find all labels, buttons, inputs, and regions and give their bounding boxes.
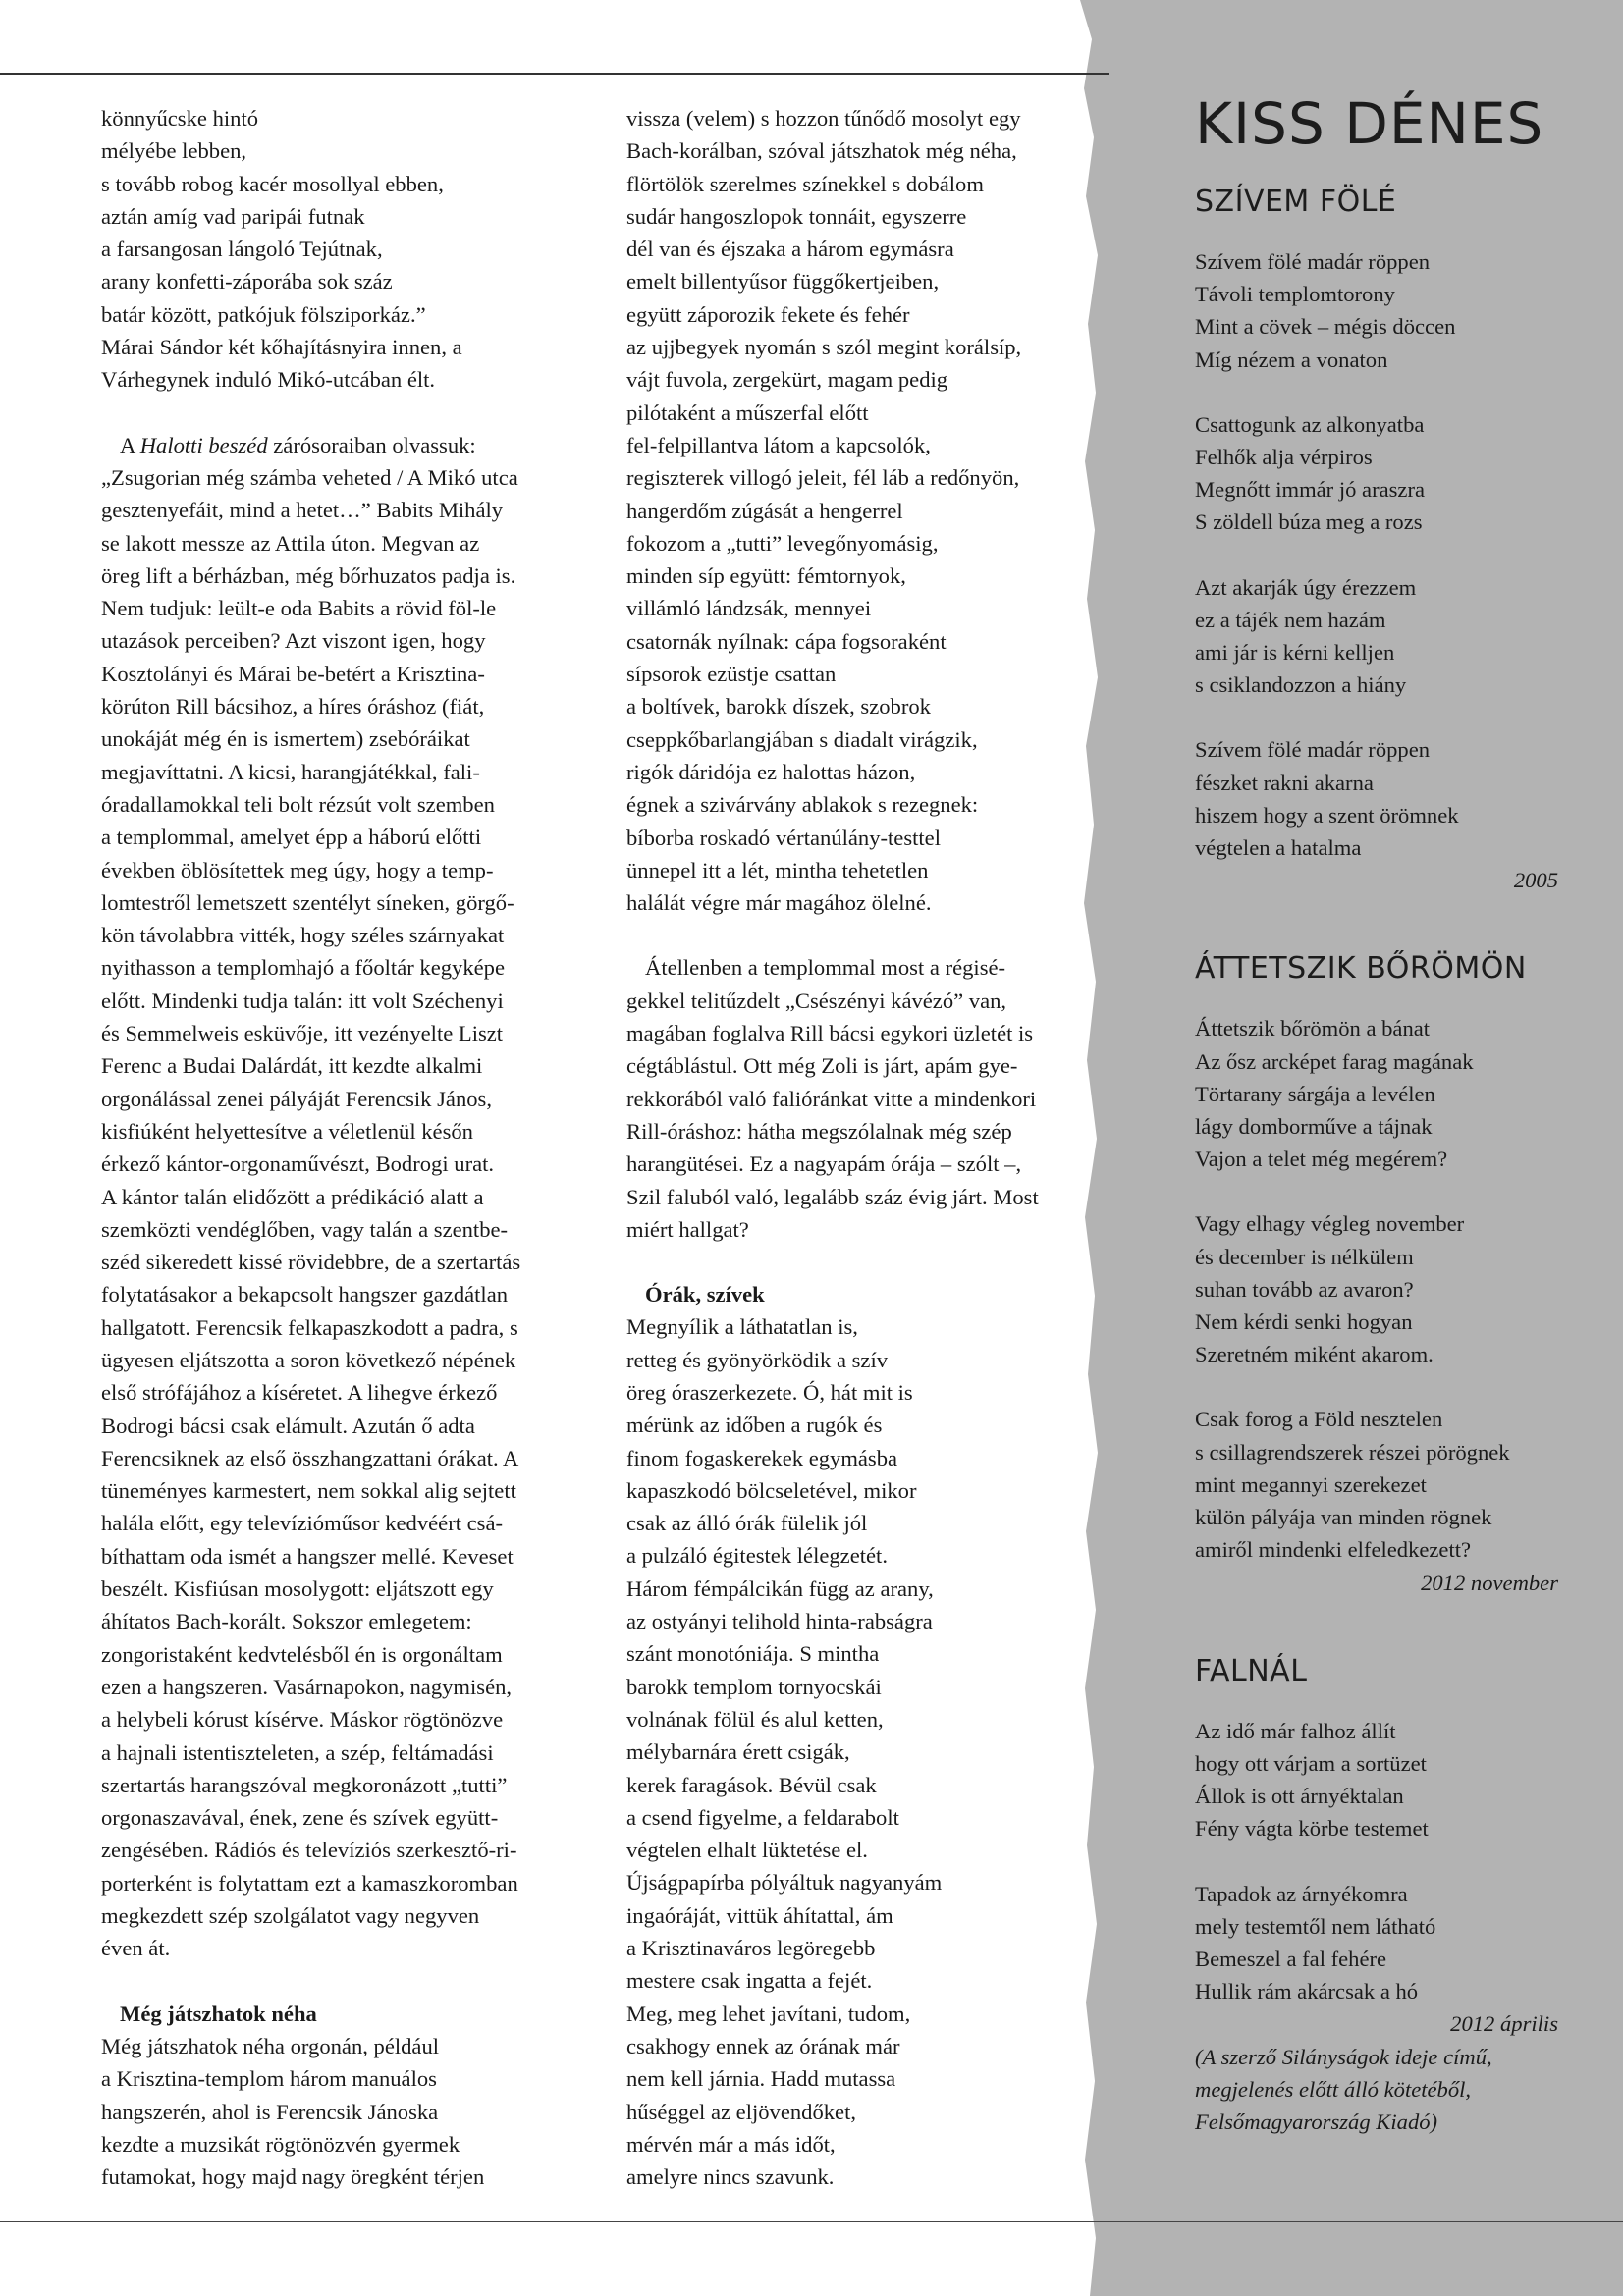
text-line: széd sikeredett kissé rövidebbre, de a szertartás [101,1250,521,1275]
text-line: mestere csak ingatta a fejét. [626,1968,873,1994]
text-line: a helybeli kórust kísérve. Máskor rögtönözve [101,1707,504,1733]
text-line: szánt monotóniája. S mintha [626,1641,880,1667]
poem-line: külön pályája van minden rögnek [1195,1505,1492,1530]
text-line: zongoristaként kedvtelésből én is orgonáltam [101,1641,503,1667]
text-line: „Zsugorian még számba veheted / A Mikó utca [101,464,518,490]
poem-line: Az ősz arcképet farag magának [1195,1048,1474,1074]
text-line: az ujjbegyek nyomán s szól megint korálsíp, [626,335,1022,360]
work-title-italic: Halotti beszéd [139,432,268,457]
poem-date: 2005 [1513,868,1558,893]
poem-line: Szívem fölé madár röppen [1195,249,1431,274]
text-line: Meg, meg lehet javítani, tudom, [626,2001,911,2026]
poems-sidebar [1195,88,1568,2138]
text-line: a Krisztinaváros legöregebb [626,1936,876,1961]
text-line: Bodrogi bácsi csak elámult. Azután ő adta [101,1413,475,1438]
text-line: mérünk az időben a rugók és [626,1413,883,1438]
credit-line: (A szerző Silányságok ideje című, [1195,2044,1492,2069]
text-line: unokáját még én is ismertem) zsebóráikat [101,726,470,752]
text-line: mélybarnára érett csigák, [626,1739,850,1765]
poem-line: suhan tovább az avaron? [1195,1276,1414,1302]
credit-line: megjelenés előtt álló kötetéből, [1195,2076,1472,2102]
text-line: Újságpapírba pólyáltuk nagyanyám [626,1870,943,1896]
text-line: vissza (velem) s hozzon tűnődő mosolyt egy [626,106,1021,131]
poem-line: ami jár is kérni kelljen [1195,640,1395,666]
text-line: orgonálással zenei pályáját Ferencsik János, [101,1086,492,1111]
poem-line: S zöldell búza meg a rozs [1195,509,1423,535]
poem-line: végtelen a hatalma [1195,835,1362,861]
text-line: hűséggel az eljövendőket, [626,2099,857,2124]
text-line: hallgatott. Ferencsik felkapaszkodott a padra, s [101,1314,518,1340]
text-line: batár között, patkójuk fölsziporkáz.” [101,301,426,327]
text-line: cégtáblástul. Ott még Zoli is járt, apám gye- [626,1053,1018,1079]
text-line: arany konfetti-záporába sok száz [101,269,393,294]
text-line: rekkorából való falióránkat vitte a mindenkori [626,1086,1037,1111]
poem-title: SZÍVEM FÖLÉ [1195,185,1397,219]
text-line: se lakott messze az Attila úton. Megvan az [101,530,480,556]
poem-date: 2012 november [1421,1570,1558,1595]
text-line: a Krisztina-templom három manuálos [101,2066,437,2092]
credit-line: Felsőmagyarország Kiadó) [1195,2109,1438,2134]
text-line: sípsorok ezüstje csattan [626,662,837,687]
text-line: s tovább robog kacér mosollyal ebben, [101,171,444,196]
text-line: kapaszkodó bölcseletével, mikor [626,1477,917,1503]
paragraph-continuation [101,102,574,397]
text-line: csakhogy ennek az órának már [626,2033,900,2058]
poem-line: Szívem fölé madár röppen [1195,737,1431,763]
poem-line: Azt akarják úgy érezzem [1195,574,1417,600]
text-line: ügyesen eljátszotta a soron következő népének [101,1347,516,1372]
text-line: kisfiúként helyettesítve a véletlenül későn [101,1118,473,1144]
text-line: Ferencsiknek az első összhangzattani órákat. A [101,1445,519,1470]
text-line: gesztenyefáit, mind a hetet…” Babits Mihály [101,498,504,523]
text-line: rigók dáridója ez halottas házon, [626,759,916,784]
text-line: öreg óraszerkezete. Ó, hát mit is [626,1379,913,1405]
paragraph-cseszenyi-kavezo [626,951,1112,1246]
text-line: A kántor talán elidőzött a prédikáció alatt a [101,1184,484,1209]
poem-body [1195,245,1568,896]
text-line: Három fémpálcikán függ az arany, [626,1575,934,1601]
text-line: ünnepel itt a lét, mintha tehetetlen [626,857,929,882]
section-heading-orak-szivek: Órák, szívek [645,1282,765,1308]
text-line: Márai Sándor két kőhajításnyira innen, a [101,335,462,360]
poems-list [1195,181,1568,2041]
poem-date: 2012 április [1450,2011,1558,2037]
poem-line: Nem kérdi senki hogyan [1195,1309,1413,1335]
poem-line: hiszem hogy a szent örömnek [1195,802,1459,828]
text-line: éven át. [101,1936,171,1961]
poem-line: Megnőtt immár jó araszra [1195,477,1426,503]
poem-line: mint megannyi szerekezet [1195,1471,1427,1497]
poem-line: amiről mindenki elfeledkezett? [1195,1537,1472,1563]
text-line: Szil faluból való, legalább száz évig járt. Most [626,1184,1039,1209]
top-rule [0,73,1109,75]
text-line: tüneményes karmestert, nem sokkal alig sejtett [101,1478,516,1504]
text-line: zengésében. Rádiós és televíziós szerkesztő-ri- [101,1838,517,1863]
text-line: a csend figyelme, a feldarabolt [626,1804,899,1830]
poem-line: hogy ott várjam a sortüzet [1195,1750,1427,1776]
text-line: kön távolabbra vitték, hogy széles szárnyakat [101,923,505,948]
text-line: ezen a hangszeren. Vasárnapokon, nagymisén, [101,1674,513,1699]
text-line: kezdte a muzsikát rögtönözvén gyermek [101,2131,460,2157]
text-line: lomtestről lemetszett szentélyt síneken, görgő- [101,889,514,915]
article-column-1 [101,102,574,2193]
poem-line: s csillagrendszerek részei pörögnek [1195,1439,1510,1465]
text-line: emelt billentyűsor függőkertjeiben, [626,269,940,294]
text-line: végtelen elhalt lüktetése el. [626,1838,868,1863]
text-line: Bach-korálban, szóval játszhatok még néha, [626,138,1017,164]
source-credit [1195,2041,1568,2139]
text-line: a templommal, amelyet épp a háború előtti [101,825,482,850]
poem-line: Bemeszel a fal fehére [1195,1946,1387,1971]
poem-line: Szeretném miként akarom. [1195,1342,1434,1367]
poem-body [1195,1012,1568,1598]
text-line: barokk templom tornyocskái [626,1674,882,1699]
text-line: megjavíttatni. A kicsi, harangjátékkal, fali- [101,759,480,784]
text-line: Rill-óráshoz: hátha megszólalnak még szép [626,1118,1012,1144]
text-line: az ostyányi telihold hinta-rabságra [626,1609,933,1634]
text-line: égnek a szivárvány ablakok s rezegnek: [626,792,979,818]
poem-line: Vajon a telet még megérem? [1195,1147,1448,1172]
text-line: fel-felpillantva látom a kapcsolók, [626,432,931,457]
text-line: Ferenc a Budai Dalárdát, itt kezdte alkalmi [101,1053,483,1079]
text-line: első strófájához a kíséretet. A lihegve érkező [101,1380,498,1406]
poem-line: Míg nézem a vonaton [1195,347,1388,372]
article-column-2 [626,102,1112,2193]
text-line: fokozom a „tutti” levegőnyomásig, [626,530,939,556]
text-line: nem kell járnia. Hadd mutassa [626,2066,896,2092]
section-heading-meg-jatszhatok: Még játszhatok néha [120,2001,317,2026]
text-line: halála előtt, egy televízióműsor kedvéért csá- [101,1511,504,1536]
text-line: pilótaként a műszerfal előtt [626,400,869,425]
poem-line: lágy domborműve a tájnak [1195,1114,1433,1140]
text-line: együtt záporozik fekete és fehér [626,301,910,327]
poem-line: Fény vágta körbe testemet [1195,1816,1429,1842]
text-line: sudár hangoszlopok tonnáit, egyszerre [626,203,967,229]
text-line: érkező kántor-orgonaművészt, Bodrogi urat. [101,1151,495,1177]
text-line: öreg lift a bérházban, még bőrhuzatos padja is. [101,562,516,588]
poem-line: Vagy elhagy végleg november [1195,1211,1465,1237]
text-line: orgonaszavával, ének, zene és szívek együtt- [101,1805,499,1831]
text-line: Még játszhatok néha orgonán, például [101,2033,440,2058]
poem-line: Hullik rám akárcsak a hó [1195,1979,1419,2004]
text-line: körúton Rill bácsihoz, a híres óráshoz (fiát, [101,694,485,720]
poem-line: Csak forog a Föld nesztelen [1195,1407,1443,1432]
text-line: vájt fuvola, zergekürt, magam pedig [626,367,948,393]
text-line: gekkel telitűzdelt „Csészényi kávézó” van, [626,988,1007,1013]
text-line: nyithasson a templomhajó a főoltár kegyképe [101,955,505,981]
text-line: futamokat, hogy majd nagy öregként térjen [101,2164,485,2190]
text-line: Kosztolányi és Márai be-betért a Krisztina- [101,661,485,686]
poem-line: Áttetszik bőrömön a bánat [1195,1016,1431,1041]
poem [1195,181,1568,896]
text-line: években öblösítettek meg úgy, hogy a temp- [101,857,494,882]
poem-line: Tapadok az árnyékomra [1195,1881,1408,1906]
text-line: előtt. Mindenki tudja talán: itt volt Széchenyi [101,988,504,1013]
text-line: dél van és éjszaka a három egymásra [626,237,954,262]
text-line: mérvén már a más időt, [626,2131,836,2157]
poem-line: Felhők alja vérpiros [1195,445,1373,470]
text-line: retteg és gyönyörködik a szív [626,1347,889,1372]
text-line: hangerdőm zúgását a hengerrel [626,498,903,523]
poem-line: fészket rakni akarna [1195,770,1374,795]
text-line: csak az álló órák fülelik jól [626,1511,868,1536]
paragraph-meg-jatszhatok [101,2030,574,2193]
text-line: Várhegynek induló Mikó-utcában élt. [101,367,436,393]
text-line: a pulzáló égitestek lélegzetét. [626,1543,888,1569]
poem-title: FALNÁL [1195,1653,1308,1688]
text-line: óradallamokkal teli bolt rézsút volt szemben [101,791,495,817]
paragraph-babits [101,461,574,1965]
poem-line: Csattogunk az alkonyatba [1195,411,1425,437]
text-line: flörtölök szerelmes színekkel s dobálom [626,171,984,196]
poem-line: ez a tájék nem hazám [1195,607,1386,632]
poem-line: Törtarany sárgája a levélen [1195,1081,1435,1106]
text-line: a farsangosan lángoló Tejútnak, [101,237,383,262]
poem-line: Mint a cövek – mégis döccen [1195,314,1456,340]
text-line: beszélt. Kisfiúsan mosolygott: eljátszott egy [101,1576,494,1602]
text-line: Átellenben a templommal most a régisé- [645,955,1006,981]
poem-line: s csiklandozzon a hiány [1195,672,1407,698]
text-line: finom fogaskerekek egymásba [626,1445,898,1470]
text-line: csatornák nyílnak: cápa fogsoraként [626,628,947,654]
text-line: regiszterek villogó jeleit, fél láb a redőnyön, [626,465,1020,491]
text-line: és Semmelweis esküvője, itt vezényelte Liszt [101,1021,504,1046]
text-line: Nem tudjuk: leült-e oda Babits a rövid föl-le [101,596,497,621]
text-line: halálát végre már magához ölelné. [626,890,932,916]
text-line: kerek faragások. Bévül csak [626,1772,877,1797]
poem [1195,947,1568,1598]
text-line: miért hallgat? [626,1216,749,1242]
text-line: szemközti vendéglőben, vagy talán a szentbe- [101,1216,509,1242]
paragraph-halotti-first-line: A Halotti beszéd zárósoraiban olvassuk: [120,432,476,457]
text-line: magában foglalva Rill bácsi egykori üzletét is [626,1021,1034,1046]
paragraph-orak-szivek [626,1310,1112,2193]
poem-body [1195,1715,1568,2041]
text-line: mélyébe lebben, [101,138,247,164]
text-line: szertartás harangszóval megkoronázott „tutti” [101,1772,508,1797]
text-line: cseppkőbarlangjában s diadalt virágzik, [626,726,978,752]
text-line: aztán amíg vad paripái futnak [101,203,365,229]
text-line: porterként is folytattam ezt a kamaszkoromban [101,1870,518,1896]
poem-line: Az idő már falhoz állít [1195,1718,1396,1743]
text-line: bíthattam oda ismét a hangszer mellé. Keveset [101,1543,514,1569]
text-line: amelyre nincs szavunk. [626,2164,835,2190]
text-line: bíborba roskadó vértanúlány-testtel [626,825,941,850]
poem [1195,1650,1568,2041]
text-line: harangütései. Ez a nagyapám órája – szólt –, [626,1151,1022,1177]
paragraph-organ-playing [626,102,1112,919]
text-line: megkezdett szép szolgálatot vagy negyven [101,1903,480,1929]
poem-line: Állok is ott árnyéktalan [1195,1784,1404,1809]
bottom-rule [0,2221,1623,2222]
text-line: Megnyílik a láthatatlan is, [626,1314,858,1340]
poem-line: és december is nélkülem [1195,1244,1414,1269]
text-line: volnának fölül és alul ketten, [626,1706,884,1732]
text-line: áhítatos Bach-korált. Sokszor emlegetem: [101,1609,472,1634]
text-line: könnyűcske hintó [101,106,259,131]
author-name: KISS DÉNES [1195,90,1544,157]
poem-line: Távoli templomtorony [1195,282,1395,307]
text-line: a hajnali istentiszteleten, a szép, feltámadási [101,1739,494,1765]
text-line: a boltívek, barokk díszek, szobrok [626,694,931,720]
text-line: utazások perceiben? Azt viszont igen, hogy [101,628,486,654]
poem-line: mely testemtől nem látható [1195,1913,1436,1939]
text-line: folytatásakor a bekapcsolt hangszer gazdátlan [101,1282,509,1308]
text-line: hangszerén, ahol is Ferencsik Jánoska [101,2099,439,2124]
text-line: ingaóráját, vittük áhítattal, ám [626,1902,893,1928]
text-line: villámló lándzsák, mennyei [626,596,872,621]
poem-title: ÁTTETSZIK BŐRÖMÖN [1195,951,1527,987]
text-line: minden síp együtt: fémtornyok, [626,563,906,589]
